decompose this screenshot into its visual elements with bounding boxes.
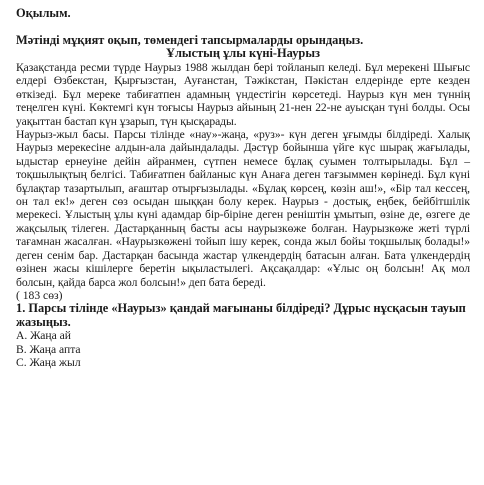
word-count: ( 183 сөз) <box>16 288 63 302</box>
option-a: А. Жаңа ай <box>16 329 72 343</box>
reading-text <box>16 61 470 289</box>
text-title: Ұлыстың ұлы күні-Наурыз <box>166 46 320 60</box>
paragraph: Наурыз-жыл басы. Парсы тілінде «нау»-жаңа, «руз»- күн деген ұғымды білдіреді. Халық Наурыз мерекесіне алдын-ала дайындалады. Дәстүр бойынша үйге күс шырақ жағылады, ыдыстар ернеуіне дейін айранмен, сүтпен немесе бұлақ суымен толтырылады. Бұл – тоқшылықтың белгісі. Табиғатпен байланыс күн Анаға деген тағзыммен көрінеді. Бұл күні бұлақтар тазартылып, ағаштар отырғызылады. «Бұлақ көрсең, көзін аш!», «Бір тал кессең, он тал ек!» деген сөз осыдан шыққан болу керек. Наурыз - достық, еңбек, бейбітшілік мерекесі. Ұлыстың ұлы күні адамдар бір-біріне деген реніштін ұмытып, өзіне де, өзгеге де жақсылық тілеген. Дастарқанның басты асы наурызкөже болған. Наурызкөже жеті түрлі тағамнан жасалған. «Наурызкөжені тойып ішу керек, сонда жыл бойы тоқшылық болады!» деген сенім бар. Дастарқан басында жастар үлкендердің батасын алған. Бата үлкендердің өзінен жасы кішілерге беретін ықыластылегі. Ақсақалдар: «Ұлыс оң болсын! Ақ мол болсын, қайда барса жол болсын!» деп бата береді. <box>16 128 470 289</box>
task-instruction: Мәтінді мұқият оқып, төмендегі тапсырмаларды орындаңыз. <box>16 33 364 47</box>
question-1: 1. Парсы тілінде «Наурыз» қандай мағынаны білдіреді? Дұрыс нұсқасын тауып жазыңыз. <box>16 301 466 329</box>
section-heading: Оқылым. <box>16 6 71 20</box>
option-c: С. Жаңа жыл <box>16 355 81 369</box>
option-b: В. Жаңа апта <box>16 342 81 356</box>
answer-options <box>16 329 470 369</box>
paragraph: Қазақстанда ресми түрде Наурыз 1988 жылдан бері тойланып келеді. Бұл мерекені Шығыс елдері Өзбекстан, Қырғызстан, Ауғанстан, Тәжікстан, Пәкістан елдерінде ерте кезден өткізеді. Бұл мереке табиғатпен адамның үндестігін көрсетеді. Наурыз күн мен түннің теңелген күні. Көктемгі күн тоғысы Наурыз айының 21-нен 22-не ауысқан түні болды. Осы уақыттан бастап күн ұзарып, түн қысқарады. <box>16 61 470 128</box>
